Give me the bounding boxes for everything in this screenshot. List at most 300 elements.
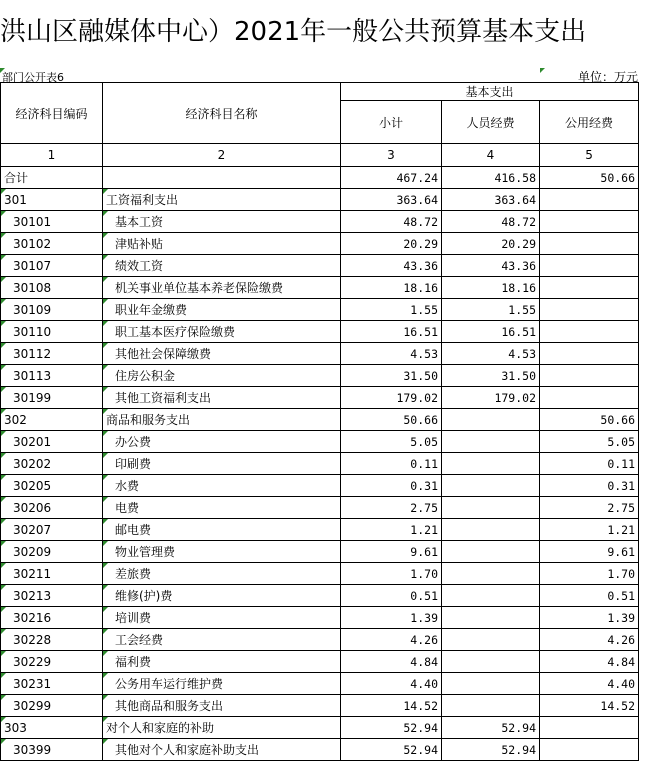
cell-name-text: 水费 xyxy=(115,479,140,493)
cell-marker-icon xyxy=(1,497,6,502)
cell-personnel-text: 43.36 xyxy=(501,258,536,273)
cell-public-text: 1.21 xyxy=(607,522,636,537)
cell-subtotal-text: 14.52 xyxy=(403,698,438,713)
cell-name xyxy=(103,453,341,475)
cell-code xyxy=(1,299,103,321)
cell-subtotal xyxy=(341,629,442,651)
cell-code-text: 30213 xyxy=(13,588,52,603)
cell-personnel-text: 52.94 xyxy=(501,720,536,735)
cell-code-text: 30107 xyxy=(13,258,52,273)
cell-marker-icon xyxy=(1,717,6,722)
cell-subtotal-text: 4.26 xyxy=(410,632,438,647)
table-row xyxy=(1,519,639,541)
cell-personnel xyxy=(442,277,540,299)
cell-personnel xyxy=(442,431,540,453)
cell-public xyxy=(540,519,639,541)
cell-personnel xyxy=(442,629,540,651)
cell-marker-icon xyxy=(103,673,108,678)
cell-marker-icon xyxy=(1,189,6,194)
cell-code-text: 30299 xyxy=(13,698,52,713)
table-row xyxy=(1,343,639,365)
cell-code-text: 30102 xyxy=(13,236,52,251)
cell-personnel-text: 48.72 xyxy=(501,214,536,229)
cell-marker-icon xyxy=(1,519,6,524)
cell-marker-icon xyxy=(1,255,6,260)
cell-public xyxy=(540,189,639,211)
table-row xyxy=(1,211,639,233)
cell-name-text: 印刷费 xyxy=(115,457,152,471)
cell-public xyxy=(540,673,639,695)
cell-name-text: 对个人和家庭的补助 xyxy=(106,721,215,735)
cell-public-text: 14.52 xyxy=(600,698,636,713)
cell-marker-icon xyxy=(1,321,6,326)
cell-public-text: 1.39 xyxy=(607,610,636,625)
cell-marker-icon xyxy=(103,541,108,546)
cell-name-text: 邮电费 xyxy=(115,523,152,537)
cell-public-text: 0.31 xyxy=(607,478,636,493)
cell-personnel xyxy=(442,211,540,233)
cell-public xyxy=(540,233,639,255)
cell-code-text: 302 xyxy=(4,412,27,427)
cell-code xyxy=(1,431,103,453)
cell-code xyxy=(1,541,103,563)
cell-personnel xyxy=(442,233,540,255)
cell-public-text: 4.40 xyxy=(607,676,636,691)
cell-subtotal xyxy=(341,431,442,453)
cell-code xyxy=(1,739,103,761)
cell-public xyxy=(540,343,639,365)
cell-code xyxy=(1,629,103,651)
cell-subtotal xyxy=(341,519,442,541)
table-row xyxy=(1,233,639,255)
cell-personnel-text: 1.55 xyxy=(508,302,536,317)
cell-subtotal-text: 43.36 xyxy=(403,258,438,273)
cell-code xyxy=(1,365,103,387)
cell-marker-icon xyxy=(103,365,108,370)
cell-name xyxy=(103,475,341,497)
cell-marker-icon xyxy=(1,563,6,568)
cell-code-text: 30206 xyxy=(13,500,52,515)
cell-subtotal xyxy=(341,717,442,739)
cell-marker-icon xyxy=(1,365,6,370)
cell-subtotal xyxy=(341,167,442,189)
cell-subtotal-text: 4.40 xyxy=(410,676,438,691)
cell-name-text: 津贴补贴 xyxy=(115,237,164,251)
cell-marker-icon xyxy=(103,343,108,348)
cell-marker-icon xyxy=(1,607,6,612)
cell-name-text: 办公费 xyxy=(115,435,152,449)
cell-subtotal-text: 52.94 xyxy=(403,742,438,757)
table-row xyxy=(1,585,639,607)
cell-personnel xyxy=(442,739,540,761)
cell-code xyxy=(1,277,103,299)
cell-code xyxy=(1,233,103,255)
table-row xyxy=(1,409,639,431)
cell-marker-icon xyxy=(103,387,108,392)
header-index-1: 1 xyxy=(1,144,103,167)
cell-personnel xyxy=(442,497,540,519)
cell-subtotal xyxy=(341,277,442,299)
cell-name xyxy=(103,651,341,673)
table-row xyxy=(1,365,639,387)
cell-marker-icon xyxy=(103,519,108,524)
cell-name xyxy=(103,541,341,563)
cell-subtotal xyxy=(341,365,442,387)
cell-public xyxy=(540,211,639,233)
cell-marker-icon xyxy=(1,277,6,282)
cell-marker-icon xyxy=(1,651,6,656)
cell-subtotal-text: 4.53 xyxy=(410,346,438,361)
cell-personnel xyxy=(442,255,540,277)
cell-public xyxy=(540,453,639,475)
cell-public xyxy=(540,409,639,431)
cell-subtotal-text: 179.02 xyxy=(396,390,438,405)
cell-marker-icon xyxy=(103,651,108,656)
cell-code-text: 30209 xyxy=(13,544,52,559)
cell-name xyxy=(103,431,341,453)
cell-code xyxy=(1,409,103,431)
cell-code xyxy=(1,343,103,365)
cell-public-text: 2.75 xyxy=(607,500,636,515)
cell-marker-icon xyxy=(1,453,6,458)
cell-personnel-text: 18.16 xyxy=(501,280,536,295)
cell-subtotal xyxy=(341,453,442,475)
cell-marker-icon xyxy=(1,233,6,238)
cell-personnel-text: 4.53 xyxy=(508,346,536,361)
table-row xyxy=(1,299,639,321)
cell-public-text: 0.51 xyxy=(607,588,636,603)
cell-name xyxy=(103,343,341,365)
cell-marker-icon xyxy=(103,453,108,458)
cell-personnel-text: 20.29 xyxy=(501,236,536,251)
cell-marker-icon xyxy=(103,255,108,260)
cell-subtotal xyxy=(341,233,442,255)
cell-code xyxy=(1,475,103,497)
cell-name-text: 机关事业单位基本养老保险缴费 xyxy=(115,281,284,295)
cell-name-text: 维修(护)费 xyxy=(115,589,173,603)
table-row xyxy=(1,717,639,739)
cell-subtotal xyxy=(341,299,442,321)
header-personnel: 人员经费 xyxy=(442,101,540,144)
cell-public-text: 4.26 xyxy=(607,632,636,647)
cell-code-text: 30228 xyxy=(13,632,52,647)
cell-code-text: 30205 xyxy=(13,478,52,493)
cell-public-text: 1.70 xyxy=(607,566,636,581)
cell-public xyxy=(540,739,639,761)
cell-code xyxy=(1,453,103,475)
table-body xyxy=(1,167,639,761)
cell-subtotal xyxy=(341,563,442,585)
header-basic-expenditure: 基本支出 xyxy=(341,83,639,101)
cell-marker-icon xyxy=(1,409,6,414)
cell-personnel xyxy=(442,607,540,629)
cell-code xyxy=(1,651,103,673)
cell-subtotal xyxy=(341,343,442,365)
cell-marker-icon xyxy=(103,607,108,612)
cell-marker-icon xyxy=(103,299,108,304)
cell-personnel xyxy=(442,189,540,211)
table-row xyxy=(1,563,639,585)
table-row xyxy=(1,475,639,497)
cell-marker-icon xyxy=(103,739,108,744)
cell-marker-icon xyxy=(103,409,108,414)
table-row xyxy=(1,541,639,563)
cell-name xyxy=(103,255,341,277)
cell-marker-icon xyxy=(1,387,6,392)
header-public: 公用经费 xyxy=(540,101,639,144)
cell-personnel xyxy=(442,673,540,695)
form-number: 部门公开表6 xyxy=(2,71,64,84)
cell-marker-icon xyxy=(1,541,6,546)
page-title: 洪山区融媒体中心）2021年一般公共预算基本支出 xyxy=(0,17,587,47)
cell-marker-icon xyxy=(103,431,108,436)
cell-code-text: 30207 xyxy=(13,522,52,537)
cell-public xyxy=(540,695,639,717)
table-row xyxy=(1,695,639,717)
cell-code xyxy=(1,563,103,585)
table-row xyxy=(1,629,639,651)
cell-public-text: 50.66 xyxy=(600,412,636,427)
cell-name xyxy=(103,409,341,431)
cell-personnel xyxy=(442,387,540,409)
cell-marker-icon xyxy=(1,211,6,216)
cell-subtotal-text: 20.29 xyxy=(403,236,438,251)
cell-personnel xyxy=(442,585,540,607)
cell-marker-icon xyxy=(103,211,108,216)
cell-subtotal-text: 18.16 xyxy=(403,280,438,295)
cell-name-text: 物业管理费 xyxy=(115,545,176,559)
cell-subtotal-text: 0.11 xyxy=(410,456,438,471)
table-row xyxy=(1,167,639,189)
cell-marker-icon xyxy=(103,189,108,194)
cell-public xyxy=(540,299,639,321)
cell-subtotal xyxy=(341,409,442,431)
table-row xyxy=(1,673,639,695)
cell-marker-icon xyxy=(1,431,6,436)
cell-code-text: 合计 xyxy=(4,171,29,185)
cell-code-text: 30229 xyxy=(13,654,52,669)
cell-subtotal-text: 0.51 xyxy=(410,588,438,603)
cell-public xyxy=(540,717,639,739)
cell-subtotal xyxy=(341,497,442,519)
cell-code xyxy=(1,673,103,695)
cell-subtotal xyxy=(341,211,442,233)
cell-subtotal xyxy=(341,607,442,629)
header-index-5: 5 xyxy=(540,144,639,167)
table-row xyxy=(1,453,639,475)
cell-personnel-text: 363.64 xyxy=(494,192,536,207)
cell-subtotal-text: 467.24 xyxy=(396,170,438,185)
cell-subtotal-text: 4.84 xyxy=(410,654,438,669)
cell-name xyxy=(103,211,341,233)
cell-name xyxy=(103,189,341,211)
cell-marker-icon xyxy=(103,629,108,634)
cell-marker-icon xyxy=(103,233,108,238)
cell-public-text: 0.11 xyxy=(607,456,636,471)
cell-public xyxy=(540,431,639,453)
cell-name xyxy=(103,365,341,387)
cell-code-text: 30201 xyxy=(13,434,52,449)
cell-marker-icon xyxy=(1,475,6,480)
cell-name xyxy=(103,519,341,541)
cell-public xyxy=(540,167,639,189)
cell-subtotal-text: 1.21 xyxy=(410,522,438,537)
cell-code-text: 30202 xyxy=(13,456,52,471)
cell-code-text: 30108 xyxy=(13,280,52,295)
cell-code-text: 30211 xyxy=(13,566,52,581)
cell-public xyxy=(540,277,639,299)
cell-name-text: 住房公积金 xyxy=(115,369,176,383)
cell-subtotal-text: 1.70 xyxy=(410,566,438,581)
cell-code xyxy=(1,497,103,519)
table-row xyxy=(1,431,639,453)
cell-marker-icon xyxy=(103,321,108,326)
cell-code xyxy=(1,167,103,189)
cell-code-text: 303 xyxy=(4,720,27,735)
cell-name xyxy=(103,695,341,717)
cell-name xyxy=(103,739,341,761)
cell-personnel-text: 31.50 xyxy=(501,368,536,383)
cell-personnel xyxy=(442,365,540,387)
cell-marker-icon xyxy=(103,563,108,568)
cell-public xyxy=(540,563,639,585)
cell-personnel xyxy=(442,409,540,431)
cell-public-text: 5.05 xyxy=(607,434,636,449)
cell-subtotal-text: 9.61 xyxy=(410,544,438,559)
cell-public-text: 4.84 xyxy=(607,654,636,669)
cell-name-text: 电费 xyxy=(115,501,140,515)
cell-name xyxy=(103,607,341,629)
cell-public xyxy=(540,365,639,387)
cell-public xyxy=(540,475,639,497)
cell-code-text: 30231 xyxy=(13,676,52,691)
cell-subtotal-text: 5.05 xyxy=(410,434,438,449)
cell-name-text: 福利费 xyxy=(115,655,152,669)
cell-marker-icon xyxy=(103,497,108,502)
cell-public xyxy=(540,321,639,343)
table-row xyxy=(1,607,639,629)
cell-code xyxy=(1,607,103,629)
cell-code xyxy=(1,189,103,211)
cell-subtotal-text: 16.51 xyxy=(403,324,438,339)
cell-subtotal xyxy=(341,541,442,563)
cell-marker-icon xyxy=(103,717,108,722)
cell-personnel xyxy=(442,541,540,563)
cell-name xyxy=(103,629,341,651)
cell-name-text: 绩效工资 xyxy=(115,259,164,273)
cell-subtotal xyxy=(341,475,442,497)
header-index-3: 3 xyxy=(341,144,442,167)
table-row xyxy=(1,255,639,277)
cell-name-text: 工资福利支出 xyxy=(106,193,179,207)
cell-code xyxy=(1,387,103,409)
cell-personnel-text: 52.94 xyxy=(501,742,536,757)
cell-code xyxy=(1,211,103,233)
cell-name xyxy=(103,299,341,321)
cell-name xyxy=(103,497,341,519)
cell-subtotal xyxy=(341,739,442,761)
cell-personnel xyxy=(442,453,540,475)
cell-marker-icon xyxy=(1,299,6,304)
cell-code-text: 30101 xyxy=(13,214,52,229)
cell-name-text: 其他社会保障缴费 xyxy=(115,347,212,361)
table-row xyxy=(1,387,639,409)
cell-subtotal xyxy=(341,255,442,277)
cell-personnel xyxy=(442,563,540,585)
table-row xyxy=(1,497,639,519)
cell-subtotal-text: 50.66 xyxy=(403,412,438,427)
cell-subtotal-text: 0.31 xyxy=(410,478,438,493)
cell-personnel xyxy=(442,519,540,541)
cell-name-text: 其他工资福利支出 xyxy=(115,391,212,405)
cell-code xyxy=(1,717,103,739)
header-code: 经济科目编码 xyxy=(1,83,103,144)
budget-table xyxy=(0,82,639,761)
cell-name-text: 差旅费 xyxy=(115,567,152,581)
table-row xyxy=(1,277,639,299)
cell-marker-icon xyxy=(540,68,545,73)
cell-marker-icon xyxy=(1,629,6,634)
cell-public xyxy=(540,607,639,629)
cell-name xyxy=(103,585,341,607)
cell-name-text: 商品和服务支出 xyxy=(106,413,191,427)
cell-code-text: 30109 xyxy=(13,302,52,317)
cell-name xyxy=(103,277,341,299)
cell-name xyxy=(103,563,341,585)
cell-marker-icon xyxy=(1,673,6,678)
cell-name-text: 培训费 xyxy=(115,611,152,625)
cell-name xyxy=(103,673,341,695)
cell-code xyxy=(1,585,103,607)
cell-marker-icon xyxy=(103,277,108,282)
cell-code-text: 30112 xyxy=(13,346,52,361)
cell-code xyxy=(1,519,103,541)
header-name: 经济科目名称 xyxy=(103,83,341,144)
table-row xyxy=(1,739,639,761)
table-row xyxy=(1,189,639,211)
cell-subtotal xyxy=(341,387,442,409)
cell-public xyxy=(540,541,639,563)
cell-code-text: 30199 xyxy=(13,390,52,405)
cell-name-text: 其他对个人和家庭补助支出 xyxy=(115,743,260,757)
cell-public xyxy=(540,585,639,607)
cell-personnel-text: 416.58 xyxy=(494,170,536,185)
cell-personnel-text: 179.02 xyxy=(494,390,536,405)
cell-subtotal-text: 1.55 xyxy=(410,302,438,317)
cell-public xyxy=(540,651,639,673)
cell-subtotal xyxy=(341,585,442,607)
cell-subtotal xyxy=(341,695,442,717)
cell-marker-icon xyxy=(1,343,6,348)
cell-code-text: 30399 xyxy=(13,742,52,757)
cell-name xyxy=(103,233,341,255)
cell-subtotal-text: 1.39 xyxy=(410,610,438,625)
cell-subtotal xyxy=(341,673,442,695)
cell-name-text: 工会经费 xyxy=(115,633,164,647)
cell-personnel xyxy=(442,651,540,673)
cell-subtotal-text: 48.72 xyxy=(403,214,438,229)
cell-name-text: 基本工资 xyxy=(115,215,164,229)
cell-subtotal-text: 52.94 xyxy=(403,720,438,735)
cell-code xyxy=(1,695,103,717)
cell-marker-icon xyxy=(1,585,6,590)
cell-code xyxy=(1,321,103,343)
cell-public-text: 50.66 xyxy=(600,170,636,185)
cell-name-text: 职工基本医疗保险缴费 xyxy=(115,325,236,339)
cell-marker-icon xyxy=(103,475,108,480)
cell-subtotal xyxy=(341,189,442,211)
cell-marker-icon xyxy=(1,739,6,744)
